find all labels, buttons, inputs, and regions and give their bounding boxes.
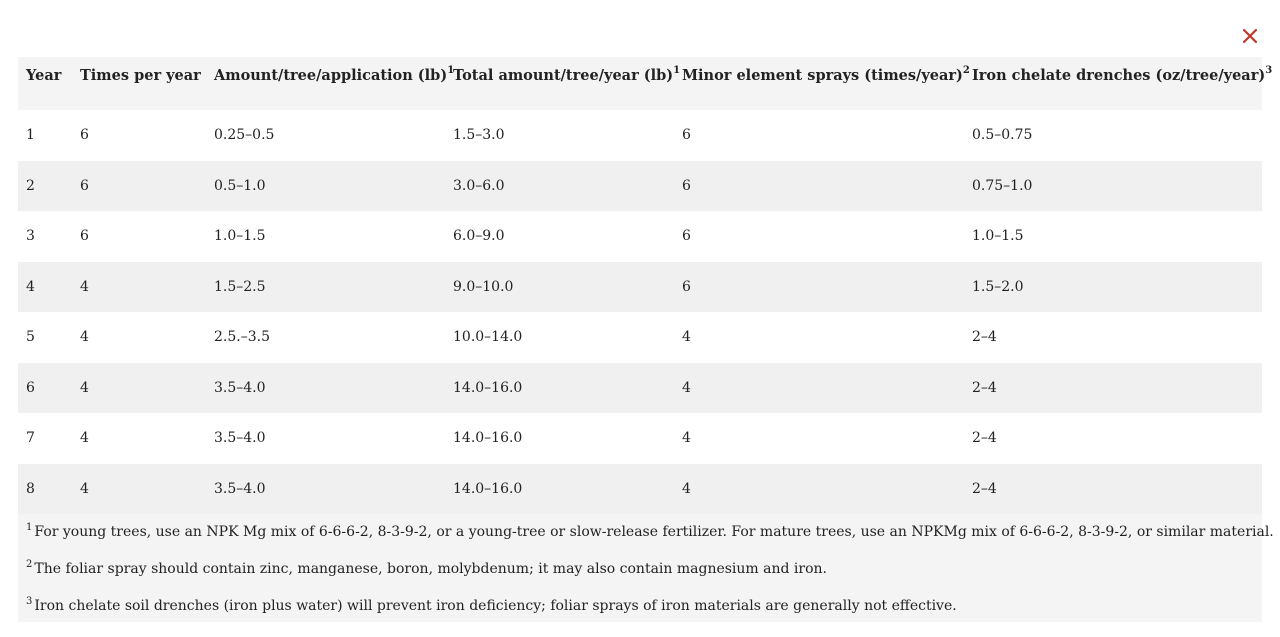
cell-total: 14.0–16.0 [453, 379, 523, 396]
footnote-2: $^2$ The foliar spray should contain zinc, manganese, boron, molybdenum; it may also contain magnesium and iron. [26, 559, 827, 577]
cell-year: 4 [26, 278, 35, 295]
table-row [18, 211, 1262, 262]
fertilizer-table [18, 57, 1273, 514]
cell-year: 5 [26, 329, 35, 346]
cell-year: 1 [26, 127, 35, 144]
table-row [18, 161, 1262, 212]
cell-total: 3.0–6.0 [453, 177, 505, 194]
cell-drenches: 1.5–2.0 [972, 278, 1024, 295]
fertilizer-table-container [18, 57, 1274, 622]
cell-amount: 3.5–4.0 [214, 480, 266, 497]
cell-total: 14.0–16.0 [453, 430, 523, 447]
cell-drenches: 2–4 [972, 430, 997, 447]
cell-sprays: 6 [682, 278, 691, 295]
cell-drenches: 1.0–1.5 [972, 228, 1024, 245]
table-row [18, 413, 1262, 464]
cell-amount: 1.5–2.5 [214, 278, 266, 295]
cell-total: 14.0–16.0 [453, 480, 523, 497]
cell-sprays: 4 [682, 379, 691, 396]
cell-drenches: 2–4 [972, 379, 997, 396]
cell-amount: 1.0–1.5 [214, 228, 266, 245]
cell-sprays: 6 [682, 228, 691, 245]
footnote-1: $^1$ For young trees, use an NPK Mg mix of 6-6-6-2, 8-3-9-2, or a young-tree or slow-release fertilizer. For mature trees, use an NPKMg mix of 6-6-6-2, 8-3-9-2, or similar material. [26, 522, 1274, 540]
table-row [18, 312, 1262, 363]
cell-drenches: 0.5–0.75 [972, 127, 1033, 144]
cell-year: 2 [26, 177, 35, 194]
cell-year: 6 [26, 379, 35, 396]
cell-times: 6 [80, 228, 89, 245]
header-amount-per-application: Amount/tree/application (lb)$^1$ [214, 65, 455, 84]
cell-amount: 0.5–1.0 [214, 177, 266, 194]
cell-year: 8 [26, 480, 35, 497]
cell-times: 6 [80, 177, 89, 194]
cell-amount: 0.25–0.5 [214, 127, 275, 144]
table-row [18, 363, 1262, 414]
header-iron-chelate-drenches: Iron chelate drenches (oz/tree/year)$^3$ [972, 65, 1273, 84]
cell-amount: 3.5–4.0 [214, 430, 266, 447]
header-total-amount: Total amount/tree/year (lb)$^1$ [453, 65, 681, 84]
close-button[interactable] [1238, 24, 1262, 48]
cell-year: 7 [26, 430, 35, 447]
table-footnotes [18, 514, 1274, 622]
cell-sprays: 4 [682, 430, 691, 447]
cell-times: 4 [80, 329, 89, 346]
cell-drenches: 2–4 [972, 480, 997, 497]
cell-drenches: 0.75–1.0 [972, 177, 1033, 194]
cell-amount: 2.5.–3.5 [214, 329, 270, 346]
cell-total: 10.0–14.0 [453, 329, 523, 346]
cell-times: 4 [80, 278, 89, 295]
cell-times: 4 [80, 430, 89, 447]
cell-total: 1.5–3.0 [453, 127, 505, 144]
cell-amount: 3.5–4.0 [214, 379, 266, 396]
cell-times: 6 [80, 127, 89, 144]
cell-total: 9.0–10.0 [453, 278, 514, 295]
cell-times: 4 [80, 379, 89, 396]
table-header-row [18, 57, 1262, 110]
footnote-3: $^3$ Iron chelate soil drenches (iron plus water) will prevent iron deficiency; foliar sprays of iron materials are generally not effective. [26, 596, 957, 614]
cell-sprays: 4 [682, 329, 691, 346]
header-times-per-year: Times per year [80, 67, 201, 84]
table-row [18, 464, 1262, 515]
cell-year: 3 [26, 228, 35, 245]
table-row [18, 110, 1262, 161]
header-year: Year [26, 67, 62, 84]
cell-total: 6.0–9.0 [453, 228, 505, 245]
cell-sprays: 4 [682, 480, 691, 497]
cell-drenches: 2–4 [972, 329, 997, 346]
close-icon [1243, 29, 1257, 43]
cell-times: 4 [80, 480, 89, 497]
cell-sprays: 6 [682, 177, 691, 194]
table-row [18, 262, 1262, 313]
cell-sprays: 6 [682, 127, 691, 144]
header-minor-element-sprays: Minor element sprays (times/year)$^2$ [682, 65, 970, 84]
